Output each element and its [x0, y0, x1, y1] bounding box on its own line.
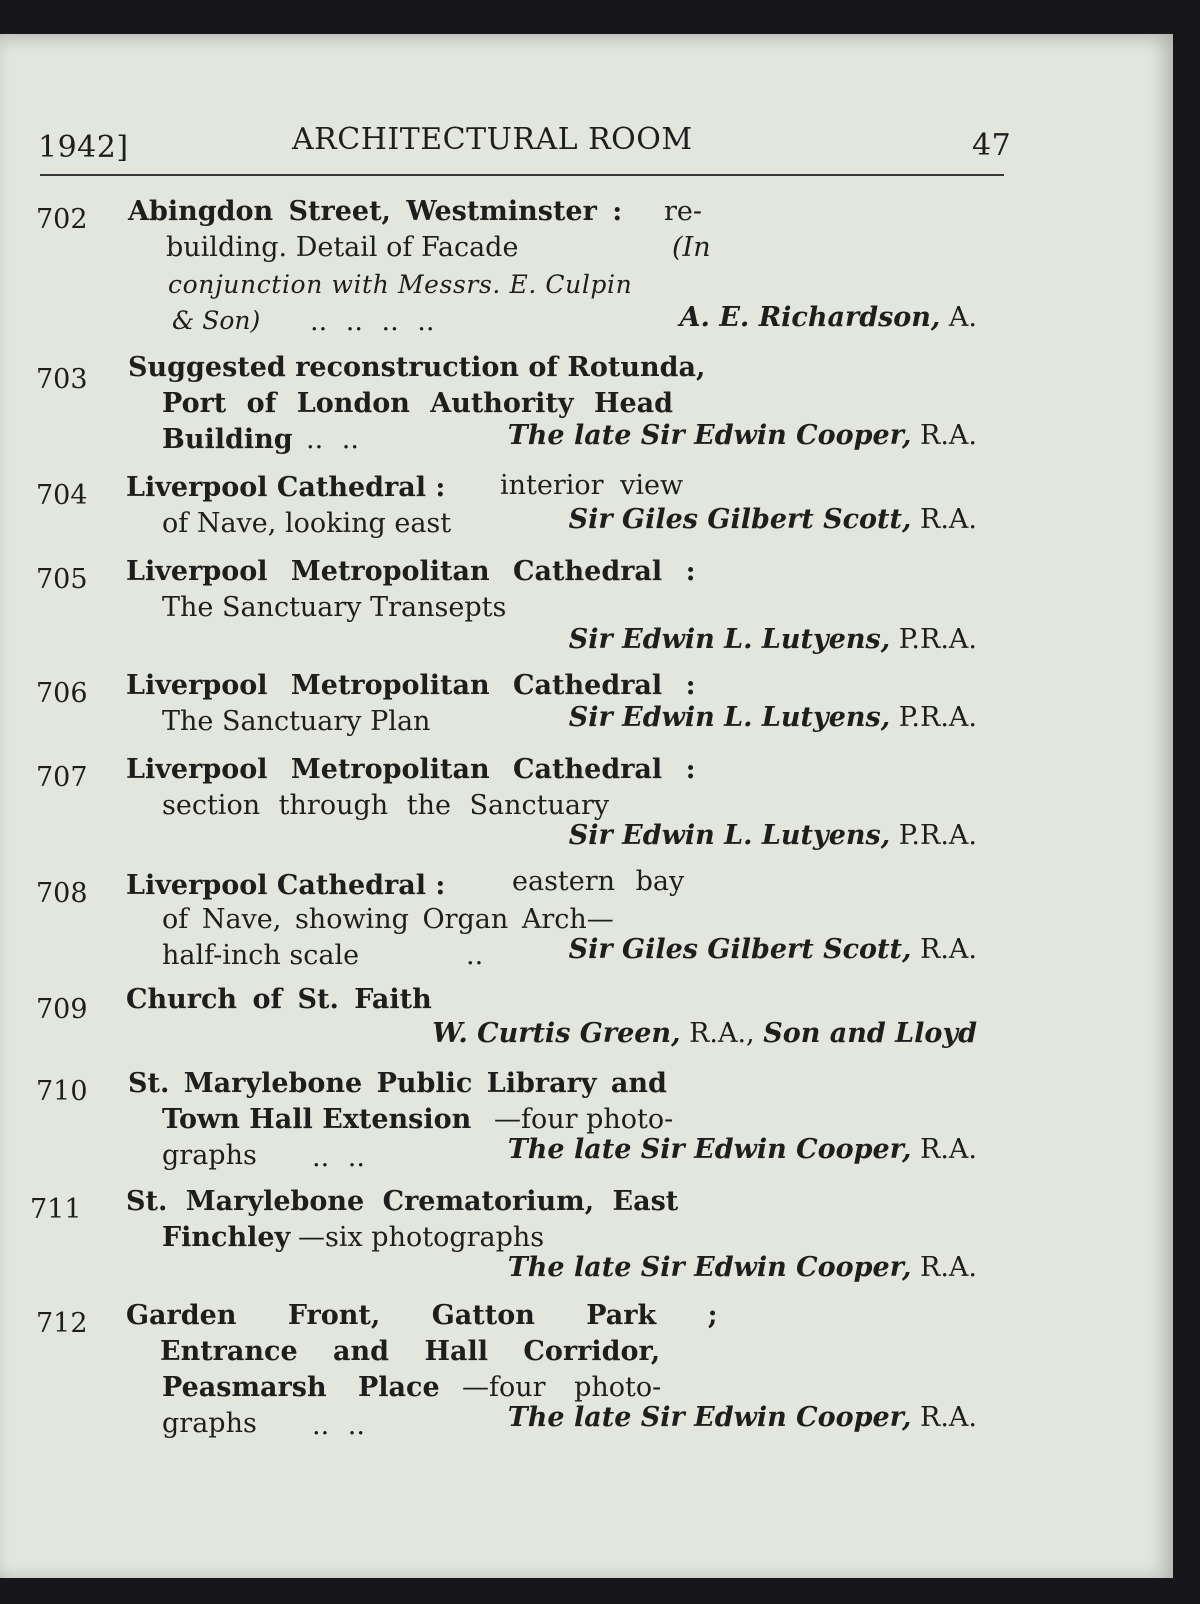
architect-name: The late Sir Edwin Cooper, — [507, 1402, 912, 1433]
entry-text: half-inch scale — [162, 940, 360, 971]
entry-text: graphs — [162, 1408, 257, 1439]
entry-text: (In — [672, 232, 711, 263]
leader-dots: .. — [466, 940, 484, 971]
entry-number: 707 — [36, 762, 88, 793]
entry-credit — [432, 1018, 977, 1049]
entry-text: —four photo- — [462, 1372, 662, 1403]
entry-text: building. Detail of Facade — [166, 232, 519, 263]
entry-text: —six photographs — [298, 1222, 545, 1253]
entry-credit — [508, 1134, 977, 1165]
entry-number: 711 — [30, 1194, 82, 1225]
entry-number: 706 — [36, 678, 88, 709]
entry-credit — [569, 934, 977, 965]
entry-credit — [569, 624, 977, 655]
header-year: 1942] — [38, 130, 129, 165]
entry-title: Port of London Authority Head — [162, 388, 674, 419]
architect-name: Sir Giles Gilbert Scott, — [568, 934, 912, 965]
entry-number: 708 — [36, 878, 88, 909]
entry-title: Liverpool Metropolitan Cathedral : — [126, 670, 696, 701]
entry-credit — [508, 1252, 977, 1283]
entry-number: 712 — [36, 1308, 88, 1339]
architect-rank: R.A. — [920, 504, 977, 535]
entry-number: 702 — [36, 204, 88, 235]
entry-text: of Nave, looking east — [162, 508, 452, 539]
entry-title: Liverpool Metropolitan Cathedral : — [126, 556, 696, 587]
entry-title: St. Marylebone Public Library and — [128, 1068, 667, 1099]
entry-title: Finchley — [162, 1222, 291, 1253]
entry-title: Building — [162, 424, 293, 455]
entry-text: interior view — [500, 470, 684, 501]
entry-title: Suggested reconstruction of Rotunda, — [128, 352, 706, 383]
architect-rank: R.A. — [920, 1402, 977, 1433]
entry-number: 705 — [36, 564, 88, 595]
architect-name: Sir Giles Gilbert Scott, — [568, 504, 912, 535]
entry-credit — [569, 504, 977, 535]
entry-number: 709 — [36, 994, 88, 1025]
entry-title: St. Marylebone Crematorium, East — [126, 1186, 679, 1217]
entry-credit — [680, 302, 977, 333]
architect-name-2: Son and Lloyd — [763, 1018, 977, 1049]
entry-number: 710 — [36, 1076, 88, 1107]
architect-name: Sir Edwin L. Lutyens, — [568, 820, 891, 851]
entry-title: Abingdon Street, Westminster : — [128, 196, 623, 227]
header-page-number: 47 — [972, 128, 1012, 163]
architect-rank: R.A. — [920, 934, 977, 965]
architect-rank: P.R.A. — [898, 820, 977, 851]
entry-text: section through the Sanctuary — [162, 790, 610, 821]
entry-title: Liverpool Cathedral : — [126, 472, 446, 503]
header-title: ARCHITECTURAL ROOM — [292, 122, 693, 157]
architect-rank: R.A. — [920, 1252, 977, 1283]
architect-name: The late Sir Edwin Cooper, — [507, 1134, 912, 1165]
entry-text: re- — [664, 196, 703, 227]
entry-text: —four photo- — [494, 1104, 674, 1135]
entry-text: conjunction with Messrs. E. Culpin — [168, 270, 633, 299]
entry-credit — [569, 702, 977, 733]
architect-name: Sir Edwin L. Lutyens, — [568, 702, 891, 733]
entry-title: Garden Front, Gatton Park ; — [126, 1300, 718, 1331]
book-page — [0, 34, 1173, 1578]
architect-rank: A. — [948, 302, 977, 333]
architect-name: The late Sir Edwin Cooper, — [507, 420, 912, 451]
architect-rank: P.R.A. — [898, 624, 977, 655]
architect-name: The late Sir Edwin Cooper, — [507, 1252, 912, 1283]
entry-title: Church of St. Faith — [126, 984, 432, 1015]
architect-rank: R.A., — [689, 1018, 755, 1049]
architect-rank: R.A. — [920, 420, 977, 451]
entry-number: 704 — [36, 480, 88, 511]
leader-dots: .. .. — [312, 1142, 365, 1173]
entry-text: & Son) — [172, 306, 261, 335]
entry-number: 703 — [36, 364, 88, 395]
entry-title: Town Hall Extension — [162, 1104, 472, 1135]
header-rule — [40, 174, 1004, 176]
entry-title: Liverpool Cathedral : — [126, 870, 446, 901]
entry-text: graphs — [162, 1140, 257, 1171]
architect-name: Sir Edwin L. Lutyens, — [568, 624, 891, 655]
entry-text: The Sanctuary Plan — [162, 706, 431, 737]
entry-title: Peasmarsh Place — [162, 1372, 440, 1403]
entry-text: The Sanctuary Transepts — [162, 592, 507, 623]
entry-text: of Nave, showing Organ Arch— — [162, 904, 614, 935]
architect-name: A. E. Richardson, — [679, 302, 941, 333]
architect-rank: P.R.A. — [898, 702, 977, 733]
entry-credit — [508, 1402, 977, 1433]
leader-dots: .. .. .. .. — [310, 306, 435, 337]
entry-title: Liverpool Metropolitan Cathedral : — [126, 754, 696, 785]
architect-rank: R.A. — [920, 1134, 977, 1165]
leader-dots: .. .. — [306, 424, 359, 455]
leader-dots: .. .. — [312, 1410, 365, 1441]
entry-text: eastern bay — [512, 866, 685, 897]
entry-credit — [508, 420, 977, 451]
entry-title: Entrance and Hall Corridor, — [160, 1336, 661, 1367]
entry-credit — [569, 820, 977, 851]
architect-name: W. Curtis Green, — [432, 1018, 681, 1049]
